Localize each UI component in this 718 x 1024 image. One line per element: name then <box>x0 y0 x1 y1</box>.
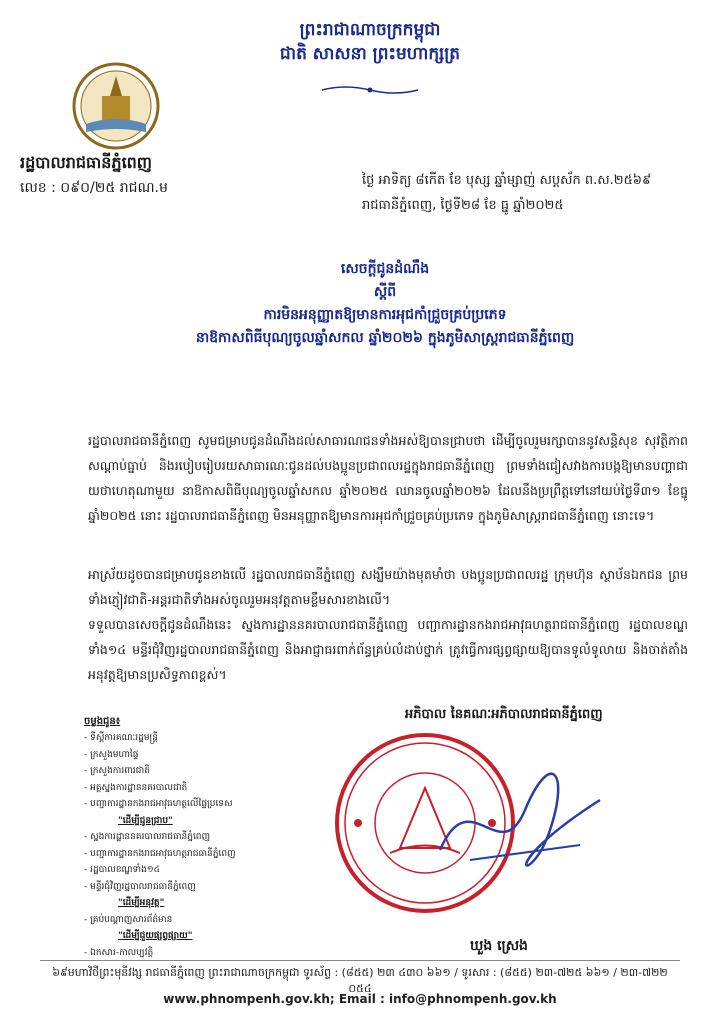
cc-recipient: - គ្រប់បណ្តាញសារព័ត៌មាន <box>84 912 324 929</box>
cc-recipient: - មន្ទីរជុំវិញរដ្ឋបាលរាជធានីភ្នំពេញ <box>84 879 324 896</box>
signatory-name: ឃួង ស្រេង <box>470 938 528 954</box>
body-paragraph-1: រដ្ឋបាលរាជធានីភ្នំពេញ សូមជម្រាបជូនដំណឹងដល់សាធារណជនទាំងអស់ឱ្យបានជ្រាបថា ដើម្បីចូលរួមរក្សាបាននូវសន្តិសុខ សុវត្ថិភាព សណ្តាប់ធ្នាប់ និងរបៀបរៀបរយសាធារណៈជូនដល់បងប្អូនប្រជាពលរដ្ឋក្នុងរាជធានីភ្នំពេញ ព្រមទាំងជៀសវាងការបង្កឱ្យមានបញ្ហាជាយថាហេតុណាមួយ នាឱកាសពិធីបុណ្យចូលឆ្នាំសកល ឆ្នាំ២០២៥ ឈានចូលឆ្នាំ២០២៦ ដែលនឹងប្រព្រឹត្តទៅនៅយប់ថ្ងៃទី៣១ ខែធ្នូ ឆ្នាំ២០២៥ នោះ រដ្ឋបាលរាជធានីភ្នំពេញ មិនអនុញ្ញាតឱ្យមានការអុជកាំជ្រួចគ្រប់ប្រភេទ ក្នុងភូមិសាស្ត្ររាជធានីភ្នំពេញ នោះទេ។ <box>88 433 688 523</box>
body-paragraph-3: ទទួលបានសេចក្តីជូនដំណឹងនេះ ស្នងការដ្ឋាននគរបាលរាជធានីភ្នំពេញ បញ្ជាការដ្ឋានកងរាជអាវុធហត្ថរាជធានីភ្នំពេញ រដ្ឋបាលខណ្ឌទាំង១៤ មន្ទីរជុំវិញរដ្ឋបាលរាជធានីភ្នំពេញ និងអាជ្ញាធរពាក់ព័ន្ធគ្រប់លំដាប់ថ្នាក់ ត្រូវធ្វើការផ្សព្វផ្សាយឱ្យបានទូលំទូលាយ និងចាត់តាំងអនុវត្តឱ្យមានប្រសិទ្ធភាពខ្ពស់។ <box>88 617 688 682</box>
handwritten-signature-icon <box>430 760 610 880</box>
cc-recipient-list <box>84 730 324 961</box>
cc-recipient: - ស្នងការដ្ឋាននគរបាលរាជធានីភ្នំពេញ <box>84 829 324 846</box>
cc-purpose-note: "ដើម្បីជួយផ្សព្វផ្សាយ" <box>118 931 193 941</box>
phnom-penh-seal-icon <box>56 62 176 150</box>
lunar-date: ថ្ងៃ អាទិត្យ ៨កើត ខែ បុស្ស ឆ្នាំម្សាញ់ សប្តស័ក ព.ស.២៥៦៩ <box>362 173 652 188</box>
body-paragraph-2: អាស្រ័យដូចបានជម្រាបជូនខាងលើ រដ្ឋបាលរាជធានីភ្នំពេញ សង្ឃឹមយ៉ាងមុតមាំថា បងប្អូនប្រជាពលរដ្ឋ ក្រុមហ៊ុន ស្ថាប័នឯកជន ព្រមទាំងភ្ញៀវជាតិ-អន្តរជាតិទាំងអស់ចូលរួមអនុវត្តតាមខ្លឹមសារខាងលើ។ <box>88 567 688 607</box>
national-motto: ជាតិ សាសនា ព្រះមហាក្សត្រ <box>279 44 461 64</box>
cc-recipient: - ក្រសួងមហាផ្ទៃ <box>84 747 324 764</box>
footer-address: ៦៩មហាវិថីព្រះមុនីវង្ស រាជធានីភ្នំពេញ ព្រះរាជាណាចក្រកម្ពុជា ទូរស័ព្ទ : (៨៥៥) ២៣ ៤៣០ ៦៦១ / ទូរសារ : (៨៥៥) ២៣-៧២៥ ៦៦១ / ២៣-៧២២ ០៥៤ <box>52 966 668 995</box>
notice-title: សេចក្តីជូនដំណឹង <box>340 261 430 277</box>
cc-heading: ចម្លងជូន៖ <box>84 716 121 727</box>
cc-purpose-note: "ដើម្បីជូនជ្រាប" <box>118 815 173 826</box>
kingdom-title: ព្រះរាជាណាចក្រកម្ពុជា <box>299 20 441 40</box>
cc-recipient: - អគ្គស្នងការដ្ឋាននគរបាលជាតិ <box>84 780 324 797</box>
cc-recipient: - ក្រសួងការពារជាតិ <box>84 763 324 780</box>
issuing-authority: រដ្ឋបាលរាជធានីភ្នំពេញ <box>20 153 153 172</box>
subject-line: នាឱកាសពិធីបុណ្យចូលឆ្នាំសកល ឆ្នាំ២០២៦ ក្នុងភូមិសាស្ត្ររាជធានីភ្នំពេញ <box>195 330 575 346</box>
cc-recipient: - បញ្ជាការដ្ឋានកងរាជអាវុធហត្ថរាជធានីភ្នំពេញ <box>84 846 324 863</box>
cc-recipient: - ទីស្តីការគណៈរដ្ឋមន្ត្រី <box>84 730 324 747</box>
cc-recipient: - បញ្ជាការដ្ឋានកងរាជអាវុធហត្ថលើផ្ទៃប្រទេស <box>84 796 324 813</box>
signatory-title: អភិបាល នៃគណៈអភិបាលរាជធានីភ្នំពេញ <box>405 707 603 722</box>
subject-line: ការមិនអនុញ្ញាតឱ្យមានការអុជកាំជ្រួចគ្រប់ប្រភេទ <box>263 307 507 323</box>
cc-recipient: - ឯកសារ-កាលប្បវត្តិ <box>84 945 324 962</box>
kingdom-header <box>250 18 490 66</box>
ornament-divider <box>320 84 420 96</box>
solar-date: រាជធានីភ្នំពេញ, ថ្ងៃទី២៨ ខែ ធ្នូ ឆ្នាំ២០២៥ <box>362 198 564 213</box>
notice-subject <box>150 258 620 350</box>
footer-divider <box>40 960 680 961</box>
cc-purpose-note: "ដើម្បីអនុវត្ត" <box>118 898 165 908</box>
reference-number: លេខ : ០៩០/២៥ រាជណ.ម <box>20 180 168 196</box>
footer-contact: www.phnompenh.gov.kh; Email : info@phnompenh.gov.kh <box>163 992 557 1006</box>
subject-regarding: ស្តីពី <box>373 284 397 300</box>
cc-recipient: - រដ្ឋបាលខណ្ឌទាំង១៤ <box>84 862 324 879</box>
